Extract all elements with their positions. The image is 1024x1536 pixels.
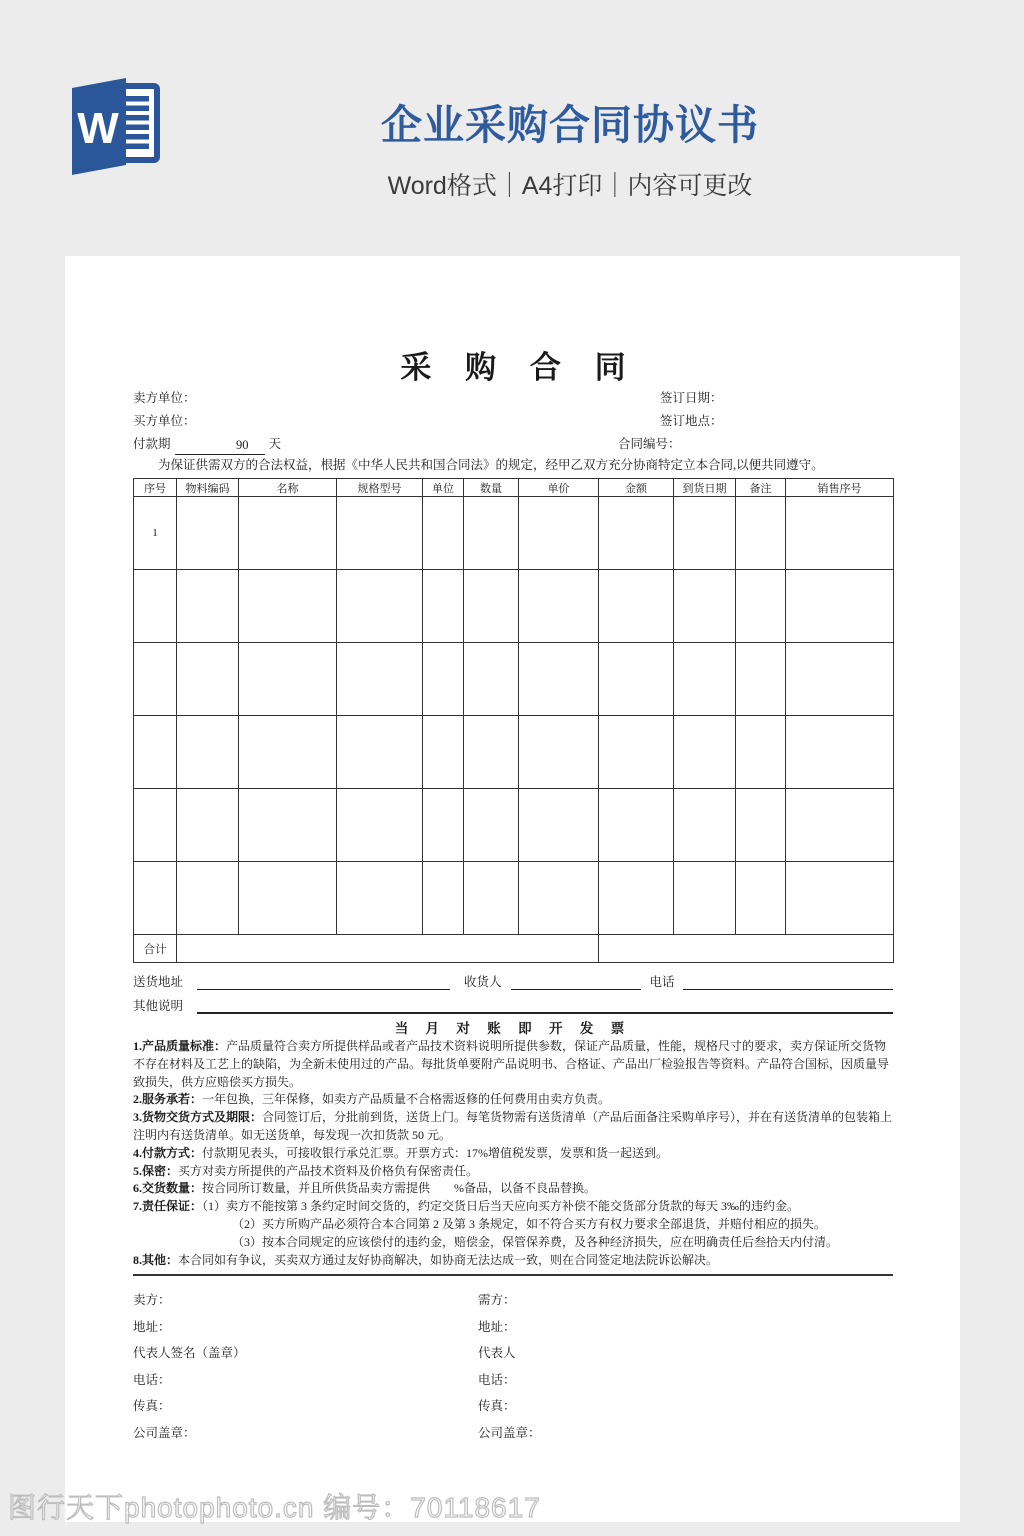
clause-7-sub-2: （3）按本合同规定的应该偿付的违约金，赔偿金，保管保养费，及各种经济损失，应在明确责任后叁拾天内付清。 [232,1234,839,1249]
table-row [134,716,894,789]
col-name: 名称 [239,479,337,497]
clause-3-label: 3.货物交货方式及期限： [133,1110,263,1125]
clause-1 [133,1038,893,1091]
word-icon-letter: W [77,104,119,153]
col-arrival-date: 到货日期 [674,479,736,497]
field-row-2 [133,410,893,432]
total-row [134,935,894,963]
sign-place-label: 签订地点： [660,414,723,428]
clause-7 [133,1198,893,1216]
buyer-label: 需方： [478,1293,516,1308]
col-material-code: 物料编码 [177,479,239,497]
payment-term-unit: 天 [268,437,282,451]
site-header [0,0,1024,256]
seller-address-label: 地址： [133,1319,171,1334]
sign-date-label: 签订日期： [660,391,723,405]
signature-col-buyer [478,1287,893,1446]
section-divider [133,1274,893,1276]
col-index: 序号 [134,479,177,497]
seller-rep-label: 代表人签名（盖章） [133,1346,246,1361]
col-qty: 数量 [464,479,519,497]
seller-stamp-label: 公司盖章： [133,1425,196,1440]
signature-col-seller [133,1287,478,1446]
delivery-address-line [197,974,450,990]
clause-7-text: （1）卖方不能按第 3 条约定时间交货的，约定交货日后当天应向买方补偿不能交货部分货款的每天 3‰的违约金。 [202,1199,800,1214]
phone-label: 电话 [649,975,675,989]
other-notes-line [197,998,893,1014]
phone-line [683,974,893,990]
site-watermark: 图行天下photophoto.cn 编号：70118617 [8,1492,541,1523]
buyer-stamp-label: 公司盖章： [478,1425,541,1440]
document-page [65,256,960,1522]
contract-no-label: 合同编号： [618,437,681,451]
clause-2-text: 一年包换，三年保修，如卖方产品质量不合格需返修的任何费用由卖方负责。 [202,1092,611,1107]
clause-7-label: 7.责任保证： [133,1199,203,1214]
invoice-note: 当 月 对 账 即 开 发 票 [394,1021,632,1036]
signature-section [133,1287,893,1446]
clause-5-label: 5.保密： [133,1163,179,1178]
clause-4-text: 付款期见表头，可接收银行承兑汇票。开票方式：17%增值税发票，发票和货一起送到。 [202,1145,669,1160]
payment-term-value: 90 [175,438,265,455]
clause-5 [133,1163,893,1181]
table-row [134,862,894,935]
clause-8-label: 8.其他： [133,1252,179,1267]
table-row [134,570,894,643]
field-row-3 [133,433,893,455]
col-amount: 金额 [599,479,674,497]
clause-4-label: 4.付款方式： [133,1145,203,1160]
clause-8 [133,1252,893,1270]
page-title: 企业采购合同协议书 [381,102,759,148]
payment-term-label: 付款期 [133,437,171,451]
delivery-address-label: 送货地址 [133,975,184,989]
table-header-row [134,479,894,497]
row-index-cell: 1 [134,497,177,570]
total-label: 合计 [134,935,177,963]
other-notes-row [133,996,893,1014]
seller-unit-label: 卖方单位： [133,391,196,405]
clause-2-label: 2.服务承若： [133,1092,203,1107]
intro-paragraph: 为保证供需双方的合法权益，根据《中华人民共和国合同法》的规定，经甲乙双方充分协商特定立本合同,以便共同遵守。 [158,458,824,472]
clause-8-text: 本合同如有争议，买卖双方通过友好协商解决，如协商无法达成一致，则在合同签定地法院诉讼解决。 [178,1252,719,1267]
col-unit-price: 单价 [519,479,599,497]
clause-3-text: 合同签订后，分批前到货，送货上门。每笔货物需有送货清单（产品后面备注采购单序号），并在有送货清单的包装箱上注明内有送货清单。如无送货单，每发现一次扣货款 50 元。 [133,1110,893,1142]
table-row [134,789,894,862]
buyer-unit-label: 买方单位： [133,414,196,428]
buyer-address-label: 地址： [478,1319,516,1334]
goods-table [133,478,894,963]
clause-1-text: 产品质量符合卖方所提供样品或者产品技术资料说明所提供参数，保证产品质量，性能，规格尺寸的要求，卖方保证所交货物不存在材料及工艺上的缺陷，为全新未使用过的产品。每批货单要附产品说明书、合格证、产品出厂检验报告等资料。产品符合国标，因质量导致损失，供方应赔偿买方损失。 [133,1039,890,1089]
col-spec: 规格型号 [337,479,423,497]
clauses [133,1038,893,1269]
other-notes-label: 其他说明 [133,999,184,1013]
buyer-rep-label: 代表人 [478,1346,516,1361]
clause-6-label: 6.交货数量： [133,1181,203,1196]
page-subtitle: Word格式｜A4打印｜内容可更改 [387,172,753,200]
consignee-label: 收货人 [464,975,502,989]
buyer-fax-label: 传真： [478,1399,516,1414]
clause-7-sub-1: （2）买方所购产品必须符合本合同第 2 及第 3 条规定，如不符合买方有权力要求全部退货，并赔付相应的损失。 [232,1216,827,1231]
field-row-1 [133,387,893,409]
clause-5-text: 买方对卖方所提供的产品技术资料及价格负有保密责任。 [178,1163,479,1178]
delivery-row [133,972,893,990]
seller-fax-label: 传真： [133,1399,171,1414]
buyer-phone-label: 电话： [478,1372,516,1387]
clause-6-text: 按合同所订数量，并且所供货品卖方需提供 %备品，以备不良品替换。 [202,1181,597,1196]
clause-4 [133,1145,893,1163]
consignee-line [511,974,641,990]
clause-6 [133,1180,893,1198]
col-sales-no: 销售序号 [786,479,894,497]
header-text [170,92,970,202]
col-unit: 单位 [423,479,464,497]
seller-phone-label: 电话： [133,1372,171,1387]
seller-label: 卖方： [133,1293,171,1308]
clause-1-label: 1.产品质量标准： [133,1039,227,1053]
table-row [134,497,894,570]
word-icon [64,73,164,177]
clause-3 [133,1109,893,1145]
table-row [134,643,894,716]
col-remark: 备注 [736,479,786,497]
clause-2 [133,1091,893,1109]
contract-title: 采 购 合 同 [400,350,639,385]
